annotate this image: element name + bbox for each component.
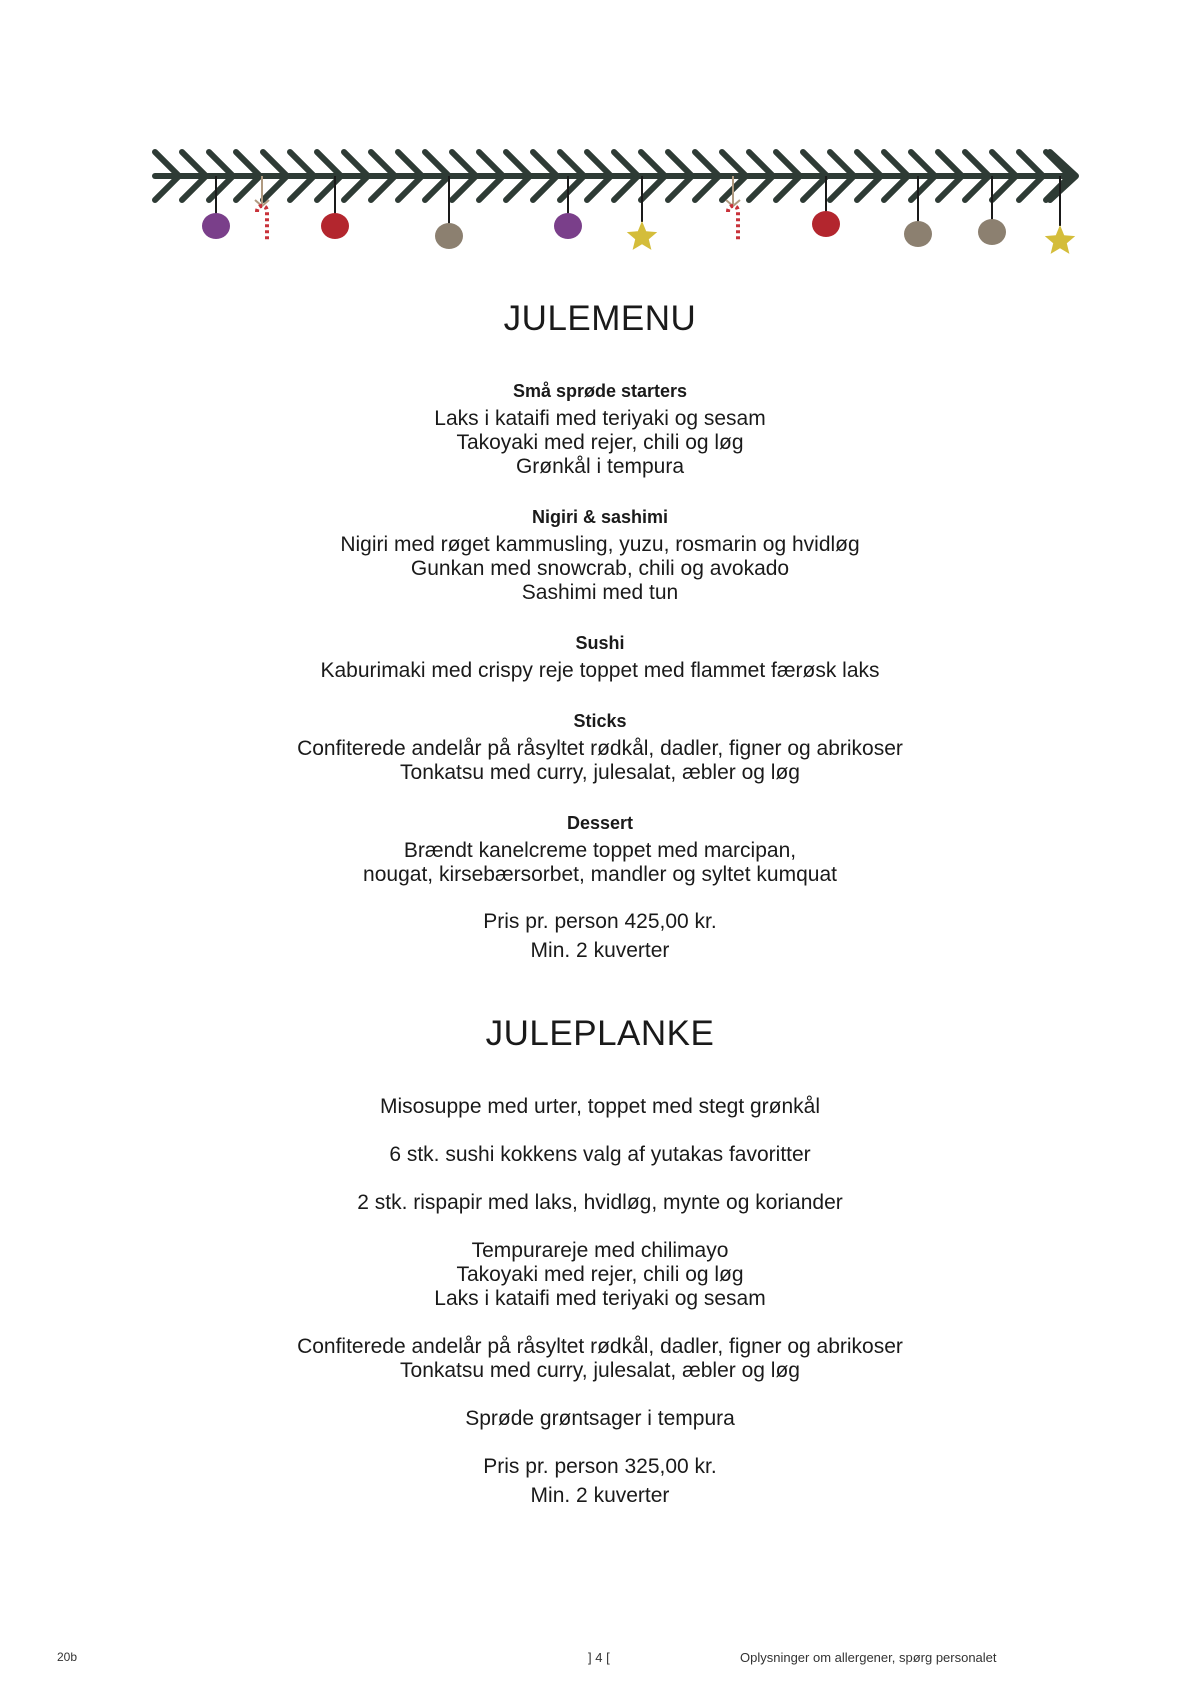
menu-item: Confiterede andelår på råsyltet rødkål, dadler, figner og abrikoser [297, 1335, 903, 1358]
menu-item: 6 stk. sushi kokkens valg af yutakas favoritter [389, 1143, 811, 1166]
price: Pris pr. person 325,00 kr. [483, 1455, 717, 1478]
juleplanke-title: JULEPLANKE [485, 1014, 715, 1053]
minimum-covers: Min. 2 kuverter [530, 939, 670, 962]
menu-item: Confiterede andelår på råsyltet rødkål, dadler, figner og abrikoser [297, 737, 903, 760]
candy-cane-icon [728, 206, 738, 242]
menu-item: Nigiri med røget kammusling, yuzu, rosmarin og hvidløg [340, 533, 860, 556]
menu-item: Takoyaki med rejer, chili og løg [456, 1263, 744, 1286]
pine-branch [155, 152, 1076, 200]
sticks-block [0, 709, 1200, 785]
ornament-ball-icon [554, 213, 582, 239]
planke-group [0, 1335, 1200, 1383]
menu-item: Takoyaki med rejer, chili og løg [456, 431, 744, 454]
menu-item: Tonkatsu med curry, julesalat, æbler og løg [400, 1359, 800, 1382]
julemenu-title: JULEMENU [503, 299, 697, 338]
section-title-sticks: Sticks [573, 711, 627, 731]
menu-item: Sprøde grøntsager i tempura [465, 1407, 735, 1430]
sushi-block [0, 631, 1200, 683]
menu-item: 2 stk. rispapir med laks, hvidløg, mynte og koriander [357, 1191, 843, 1214]
julemenu-price-block [0, 910, 1200, 963]
price: Pris pr. person 425,00 kr. [483, 910, 717, 933]
starters-block [0, 379, 1200, 479]
planke-group [0, 1095, 1200, 1119]
allergen-note: Oplysninger om allergener, spørg personalet [740, 1650, 997, 1665]
footer-code: 20b [57, 1650, 78, 1664]
page-number: ] 4 [ [588, 1650, 610, 1665]
juleplanke-price-block [0, 1455, 1200, 1508]
menu-item: Tonkatsu med curry, julesalat, æbler og løg [400, 761, 800, 784]
christmas-garland [150, 130, 1080, 265]
juleplanke-section [0, 1013, 1200, 1055]
menu-item: nougat, kirsebærsorbet, mandler og syltet kumquat [363, 863, 837, 886]
ornament-ball-icon [978, 219, 1006, 245]
menu-item: Gunkan med snowcrab, chili og avokado [410, 557, 790, 580]
ornament-ball-icon [812, 211, 840, 237]
menu-item: Sashimi med tun [521, 581, 679, 604]
planke-group [0, 1191, 1200, 1215]
menu-item: Misosuppe med urter, toppet med stegt grønkål [379, 1095, 821, 1118]
ornament-ball-icon [202, 213, 230, 239]
menu-item: Laks i kataifi med teriyaki og sesam [434, 407, 766, 430]
section-title-starters: Små sprøde starters [512, 381, 688, 401]
nigiri-block [0, 505, 1200, 605]
menu-item: Grønkål i tempura [515, 455, 685, 478]
star-icon [627, 221, 657, 250]
section-title-sushi: Sushi [575, 633, 625, 653]
planke-group [0, 1239, 1200, 1311]
ornament-ball-icon [904, 221, 932, 247]
ornament-ball-icon [435, 223, 463, 249]
planke-group [0, 1407, 1200, 1431]
section-title-nigiri: Nigiri & sashimi [531, 507, 669, 527]
section-title-dessert: Dessert [566, 813, 634, 833]
menu-item: Tempurareje med chilimayo [471, 1239, 729, 1262]
minimum-covers: Min. 2 kuverter [530, 1484, 670, 1507]
julemenu-section [0, 298, 1200, 340]
candy-cane-icon [257, 206, 267, 242]
menu-item: Laks i kataifi med teriyaki og sesam [434, 1287, 766, 1310]
dessert-block [0, 811, 1200, 887]
planke-group [0, 1143, 1200, 1167]
menu-item: Brændt kanelcreme toppet med marcipan, [403, 839, 797, 862]
menu-item: Kaburimaki med crispy reje toppet med flammet færøsk laks [320, 659, 880, 682]
ornament-ball-icon [321, 213, 349, 239]
star-icon [1045, 225, 1075, 254]
